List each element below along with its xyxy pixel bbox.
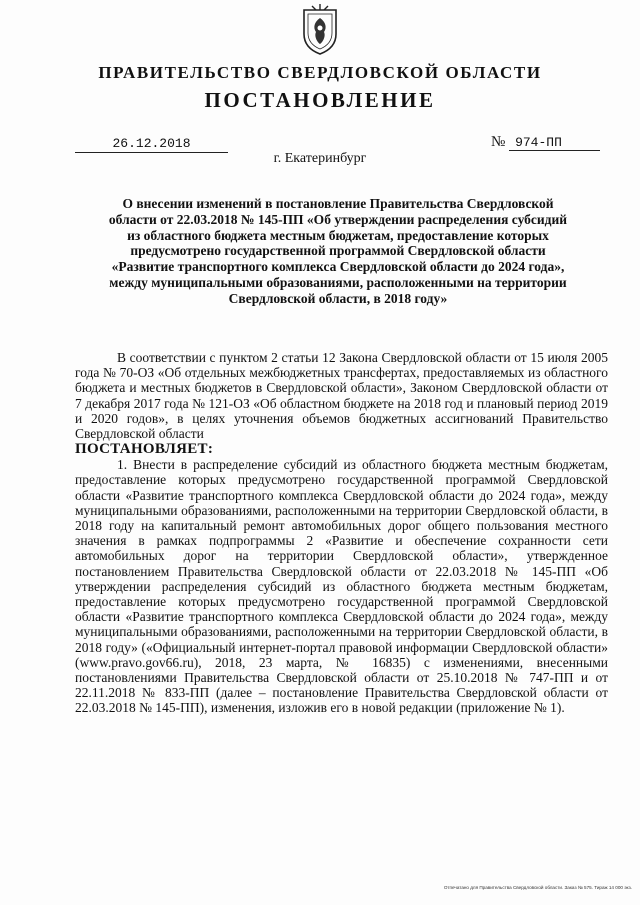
preamble: В соответствии с пунктом 2 статьи 12 Закона Свердловской области от 15 июля 2005 года № 70-ОЗ «Об отдельных межбюджетных трансфертах, предоставляемых из областного бюджета и местных бюджетов в Свердловской области», Законом Свердловской области от 7 декабря 2017 года № 121-ОЗ «Об областном бюджете на 2018 год и плановый период 2019 и 2020 годов», в целях уточнения объемов бюджетных ассигнований Правительство Свердловской области (75, 350, 608, 442)
decree-keyword: ПОСТАНОВЛЯЕТ: (75, 441, 214, 458)
document-type: ПОСТАНОВЛЕНИЕ (204, 88, 436, 112)
decree-date: 26.12.2018 (75, 136, 228, 153)
number-prefix: № (491, 134, 506, 150)
organization-title: ПРАВИТЕЛЬСТВО СВЕРДЛОВСКОЙ ОБЛАСТИ (98, 63, 542, 82)
decree-number: 974-ПП (509, 135, 600, 151)
print-note: Отпечатано для Правительства Свердловской области. Заказ № 575. Тираж 14 000 экз. (443, 885, 632, 890)
coat-of-arms-icon (300, 4, 340, 56)
decree-title: О внесении изменений в постановление Правительства Свердловской области от 22.03.2018 № 145-ПП «Об утверждении распределения субсидий из областного бюджета местным бюджетам, предоставление которых предусмотрено государственной программой Свердловской области «Развитие транспортного комплекса Свердловской области до 2024 года», между муниципальными образованиями, расположенными на территории Свердловской области, в 2018 году» (108, 196, 568, 306)
decree-body (75, 350, 608, 716)
decree-number-field (491, 134, 600, 151)
city: г. Екатеринбург (273, 151, 367, 166)
clause-1: 1. Внести в распределение субсидий из областного бюджета местным бюджетам, предоставление которых предусмотрено государственной программой Свердловской области «Развитие транспортного комплекса Свердловской области до 2024 года», между муниципальными образованиями, расположенными на территории Свердловской области, в 2018 году на капитальный ремонт автомобильных дорог общего пользования местного значения в рамках подпрограммы 2 «Развитие и обеспечение сохранности сети автомобильных дорог на территории Свердловской области», утвержденное постановлением Правительства Свердловской области от 22.03.2018 № 145-ПП «Об утверждении распределения субсидий из областного бюджета местным бюджетам, предоставление которых предусмотрено государственной программой Свердловской области «Развитие транспортного комплекса Свердловской области до 2024 года», между муниципальными образованиями, расположенными на территории Свердловской области, в 2018 году» («Официальный интернет-портал правовой информации Свердловской области» (www.pravo.gov66.ru), 2018, 23 марта, № 16835) с изменениями, внесенными постановлениями Правительства Свердловской области от 25.10.2018 № 747-ПП и от 22.11.2018 № 833-ПП (далее – постановление Правительства Свердловской области от 22.03.2018 № 145-ПП), изменения, изложив его в новой редакции (приложение № 1). (75, 457, 608, 716)
